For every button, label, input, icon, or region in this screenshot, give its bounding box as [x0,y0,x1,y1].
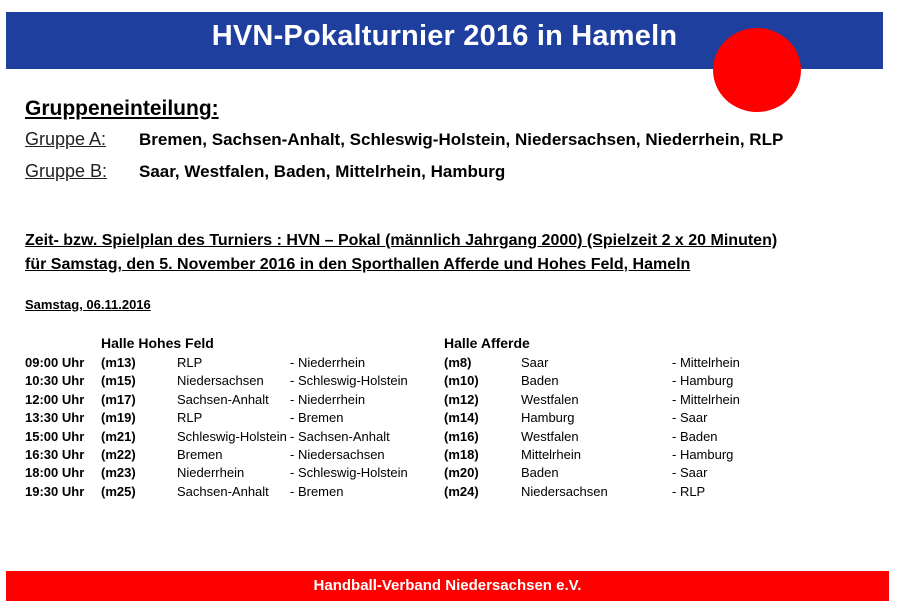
schedule-row [0,465,901,483]
match-number-afferde: (m24) [444,483,479,499]
schedule-title-line-2: für Samstag, den 5. November 2016 in den Sporthallen Afferde und Hohes Feld, Hameln [25,256,691,273]
away-team-hohes-feld: - Sachsen-Anhalt [290,428,390,444]
schedule-row [0,373,901,391]
away-team-hohes-feld: - Bremen [290,410,344,426]
away-team-hohes-feld: - Bremen [290,483,344,499]
match-number-hohes-feld: (m22) [101,446,136,462]
match-number-afferde: (m20) [444,465,479,481]
home-team-hohes-feld: RLP [177,355,203,370]
home-team-afferde: Niedersachsen [521,483,608,499]
away-team-afferde: - Hamburg [672,446,734,462]
away-team-afferde: - Baden [672,428,718,444]
away-team-hohes-feld: - Niederrhein [290,391,366,407]
footer-banner [6,571,889,601]
home-team-hohes-feld: Niedersachsen [177,373,264,389]
red-circle-decoration [713,28,801,112]
group-a-label: Gruppe A: [25,129,107,149]
match-number-hohes-feld: (m23) [101,465,136,481]
home-team-afferde: Westfalen [521,391,579,407]
schedule-row [0,484,901,502]
home-team-afferde: Mittelrhein [521,446,581,462]
home-team-afferde: Baden [521,373,559,389]
match-schedule [0,355,901,502]
match-time: 10:30 Uhr [25,373,85,389]
match-time: 12:00 Uhr [25,391,85,407]
match-time: 18:00 Uhr [25,465,85,481]
page-title: HVN-Pokalturnier 2016 in Hameln [211,20,678,52]
match-time: 19:30 Uhr [25,483,85,499]
schedule-row [0,392,901,410]
home-team-hohes-feld: RLP [177,410,203,426]
group-b-label: Gruppe B: [25,161,108,181]
match-number-hohes-feld: (m19) [101,410,136,426]
away-team-afferde: - Mittelrhein [672,355,740,370]
match-number-afferde: (m18) [444,446,479,462]
away-team-afferde: - RLP [672,483,706,499]
group-a-teams: Bremen, Sachsen-Anhalt, Schleswig-Holstein, Niedersachsen, Niederrhein, RLP [139,130,784,149]
match-number-hohes-feld: (m15) [101,373,136,389]
match-number-hohes-feld: (m17) [101,391,136,407]
match-number-afferde: (m16) [444,428,479,444]
away-team-hohes-feld: - Schleswig-Holstein [290,465,408,481]
match-number-afferde: (m10) [444,373,479,389]
away-team-afferde: - Saar [672,410,708,426]
match-number-hohes-feld: (m25) [101,483,136,499]
schedule-row [0,447,901,465]
home-team-hohes-feld: Bremen [177,446,223,462]
schedule-date: Samstag, 06.11.2016 [25,297,151,312]
match-number-hohes-feld: (m13) [101,355,136,370]
groups-heading: Gruppeneinteilung: [25,97,219,120]
schedule-title-line-1: Zeit- bzw. Spielplan des Turniers : HVN – Pokal (männlich Jahrgang 2000) (Spielzeit 2 x 20 Minuten) [25,232,778,249]
home-team-afferde: Baden [521,465,559,481]
match-number-afferde: (m12) [444,391,479,407]
away-team-afferde: - Hamburg [672,373,734,389]
away-team-afferde: - Saar [672,465,708,481]
hall-afferde-heading: Halle Afferde [444,335,530,351]
footer-text: Handball-Verband Niedersachsen e.V. [313,577,582,594]
home-team-hohes-feld: Sachsen-Anhalt [177,483,269,499]
away-team-hohes-feld: - Niederrhein [290,355,366,370]
home-team-hohes-feld: Schleswig-Holstein [177,428,287,444]
match-number-hohes-feld: (m21) [101,428,136,444]
home-team-hohes-feld: Niederrhein [177,465,245,481]
group-b-teams: Saar, Westfalen, Baden, Mittelrhein, Hamburg [139,162,506,181]
home-team-afferde: Saar [521,355,549,370]
hall-hohes-feld-heading: Halle Hohes Feld [101,335,214,351]
match-number-afferde: (m14) [444,410,479,426]
match-time: 16:30 Uhr [25,446,85,462]
match-number-afferde: (m8) [444,355,472,370]
match-time: 09:00 Uhr [25,355,85,370]
schedule-row [0,410,901,428]
away-team-afferde: - Mittelrhein [672,391,740,407]
away-team-hohes-feld: - Schleswig-Holstein [290,373,408,389]
away-team-hohes-feld: - Niedersachsen [290,446,385,462]
schedule-row [0,429,901,447]
home-team-hohes-feld: Sachsen-Anhalt [177,391,269,407]
home-team-afferde: Westfalen [521,428,579,444]
match-time: 13:30 Uhr [25,410,85,426]
match-time: 15:00 Uhr [25,428,85,444]
home-team-afferde: Hamburg [521,410,575,426]
schedule-row [0,355,901,373]
